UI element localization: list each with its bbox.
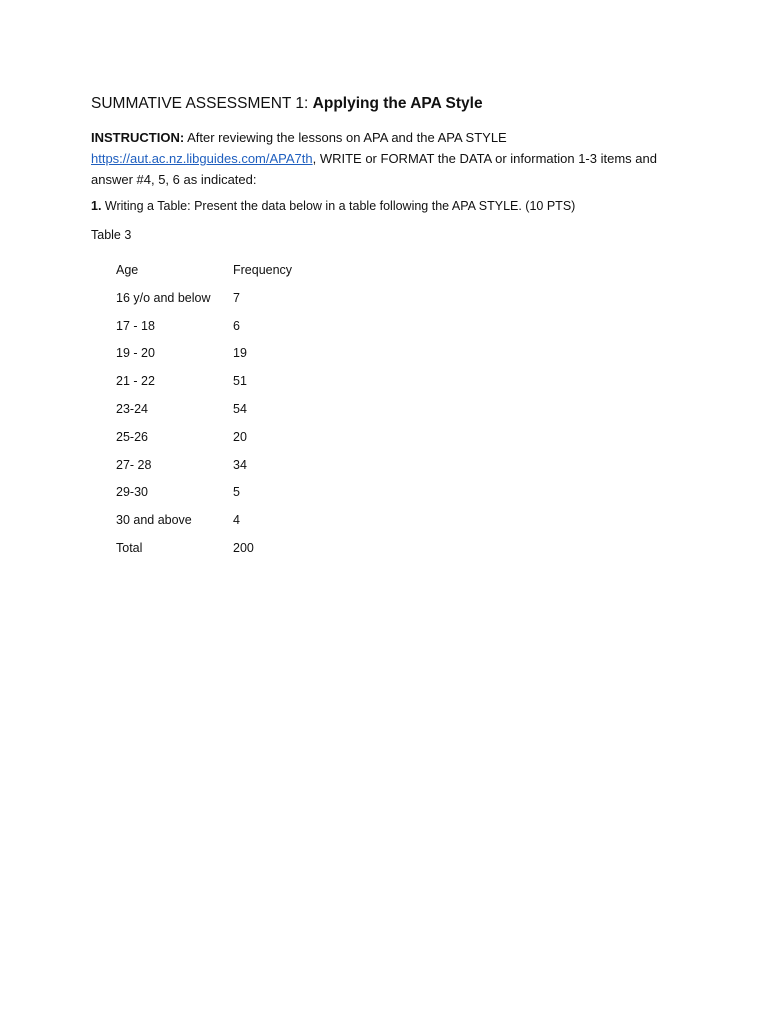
age-cell: 21 - 22: [116, 374, 155, 389]
frequency-cell: 6: [233, 318, 240, 333]
table-caption: Table 3: [91, 228, 132, 242]
item-1: [91, 199, 575, 213]
document-title: [91, 95, 483, 113]
age-cell: 27- 28: [116, 457, 152, 472]
age-cell: 16 y/o and below: [116, 290, 211, 305]
frequency-cell: 19: [233, 346, 247, 361]
instruction-text-1: After reviewing the lessons on APA and the APA STYLE: [184, 130, 507, 145]
header-age: Age: [116, 263, 139, 277]
frequency-cell: 34: [233, 457, 247, 472]
title-lead: SUMMATIVE ASSESSMENT 1:: [91, 95, 313, 112]
frequency-cell: 54: [233, 401, 247, 416]
frequency-cell: 4: [233, 513, 240, 528]
age-cell: 19 - 20: [116, 346, 155, 361]
frequency-cell: 5: [233, 485, 240, 500]
title-emphasis: Applying the APA Style: [312, 95, 483, 112]
instruction-paragraph: [91, 127, 681, 190]
age-cell: 17 - 18: [116, 318, 155, 333]
instruction-label: INSTRUCTION:: [91, 130, 185, 145]
instruction-text-2: , WRITE or FORMAT the DATA or information 1-3 items and answer #4, 5, 6 as indicated:: [91, 151, 657, 187]
item-1-number: 1.: [91, 199, 102, 213]
frequency-cell: 7: [233, 290, 240, 305]
age-cell: 23-24: [116, 401, 148, 416]
frequency-cell: 20: [233, 429, 247, 444]
age-cell: Total: [116, 540, 143, 555]
frequency-cell: 200: [233, 540, 254, 555]
header-frequency: Frequency: [233, 263, 293, 277]
age-cell: 25-26: [116, 429, 148, 444]
age-cell: 29-30: [116, 485, 148, 500]
apa-guide-link[interactable]: https://aut.ac.nz.libguides.com/APA7th: [91, 151, 313, 166]
frequency-cell: 51: [233, 374, 247, 389]
age-cell: 30 and above: [116, 513, 192, 528]
item-1-text: Writing a Table: Present the data below in a table following the APA STYLE. (10 PTS): [101, 199, 576, 213]
